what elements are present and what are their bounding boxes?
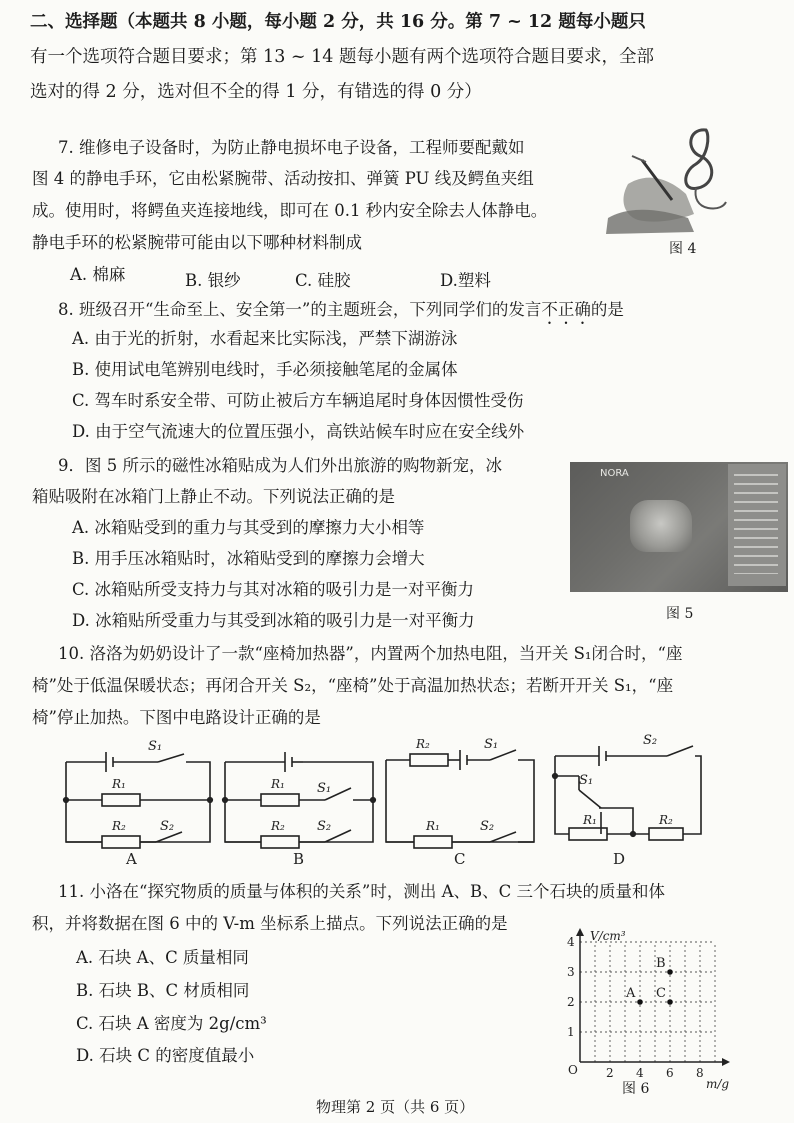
graph-axes <box>576 928 730 1066</box>
y-tick-label: 2 <box>567 995 575 1009</box>
q9-option-c: C. 冰箱贴所受支持力与其对冰箱的吸引力是一对平衡力 <box>72 580 475 599</box>
data-point-label-b: B <box>656 956 666 971</box>
circuit-c-s2-label: S₂ <box>480 819 495 834</box>
circuit-b-s2-label: S₂ <box>317 819 332 834</box>
q8-option-a: A. 由于光的折射，水看起来比实际浅，严禁下湖游泳 <box>72 329 458 348</box>
q8-stem-emphasis: 不正确 <box>541 300 591 319</box>
q9-stem-line-2: 箱贴吸附在冰箱门上静止不动。下列说法正确的是 <box>32 487 395 506</box>
circuit-d-r1-label: R₁ <box>583 813 597 827</box>
circuit-b-s1-label: S₁ <box>317 781 332 796</box>
circuit-d-r2-label: R₂ <box>659 813 673 827</box>
circuit-c-label: C <box>454 850 466 868</box>
page-footer: 物理第 2 页（共 6 页） <box>316 1098 475 1116</box>
circuit-c <box>386 737 534 868</box>
x-tick-label: 8 <box>696 1066 704 1080</box>
q7-stem-line-2: 图 4 的静电手环，它由松紧腕带、活动按扣、弹簧 PU 线及鳄鱼夹组 <box>32 169 534 188</box>
circuit-b-r1-label: R₁ <box>271 777 285 791</box>
data-point-label-a: A <box>626 986 636 1001</box>
q9-stem-line-1: 9．图 5 所示的磁性冰箱贴成为人们外出旅游的购物新宠，冰 <box>58 456 502 475</box>
q9-option-a: A. 冰箱贴受到的重力与其受到的摩擦力大小相等 <box>72 518 425 537</box>
circuit-c-r1-label: R₁ <box>426 819 440 833</box>
q11-stem-line-1: 11. 小洛在“探究物质的质量与体积的关系”时，测出 A、B、C 三个石块的质量和体 <box>58 882 666 901</box>
circuit-b-label: B <box>293 850 305 868</box>
graph-origin-label: O <box>568 1063 578 1077</box>
q8-option-d: D. 由于空气流速大的位置压强小，高铁站候车时应在安全线外 <box>72 422 525 441</box>
data-point-c <box>667 999 673 1005</box>
circuit-c-r2-label: R₂ <box>416 737 430 751</box>
q8-stem-after: 的是 <box>590 300 624 319</box>
q10-stem-line-2: 椅”处于低温保暖状态；再闭合开关 S₂，“座椅”处于高温加热状态；若断开开关 S₁，“座 <box>32 676 674 695</box>
circuit-a <box>64 739 213 868</box>
q8-option-b: B. 使用试电笔辨别电线时，手必须接触笔尾的金属体 <box>72 360 458 379</box>
circuit-a-s2-label: S₂ <box>160 819 175 834</box>
figure-6-caption: 图 6 <box>622 1081 650 1097</box>
data-point-label-c: C <box>656 986 666 1001</box>
q9-option-b: B. 用手压冰箱贴时，冰箱贴受到的摩擦力会增大 <box>72 549 425 568</box>
q8-stem <box>58 300 624 328</box>
q11-option-d: D. 石块 C 的密度值最小 <box>76 1046 255 1065</box>
y-tick-label: 4 <box>567 935 575 949</box>
photo-tag: NORA <box>600 468 629 479</box>
section-title-line-3: 选对的得 2 分，选对但不全的得 1 分，有错选的得 0 分） <box>30 82 482 102</box>
q7-stem-line-4: 静电手环的松紧腕带可能由以下哪种材料制成 <box>32 233 362 252</box>
q7-stem-line-1: 7. 维修电子设备时，为防止静电损坏电子设备，工程师要配戴如 <box>58 138 525 157</box>
graph-y-axis-label: V/cm³ <box>590 929 626 943</box>
circuit-d <box>553 733 701 868</box>
q10-stem-line-1: 10. 洛洛为奶奶设计了一款“座椅加热器”，内置两个加热电阻，当开关 S₁闭合时，“座 <box>58 644 683 663</box>
q7-option-c: C. 硅胶 <box>295 271 351 290</box>
x-tick-label: 2 <box>606 1066 614 1080</box>
section-title-line-2: 有一个选项符合题目要求；第 13 ~ 14 题每小题有两个选项符合题目要求，全部 <box>30 47 654 67</box>
data-point-a <box>637 999 643 1005</box>
y-tick-label: 3 <box>567 965 575 979</box>
graph-grid <box>580 942 715 1062</box>
circuit-b-r2-label: R₂ <box>271 819 285 833</box>
circuit-d-s1-label: S₁ <box>579 773 594 788</box>
q10-stem-line-3: 椅”停止加热。下图中电路设计正确的是 <box>32 708 321 727</box>
figure-4-caption: 图 4 <box>669 241 697 257</box>
q7-option-d: D.塑料 <box>440 271 491 290</box>
circuit-d-s2-label: S₂ <box>643 733 658 748</box>
graph-x-axis-label: m/g <box>706 1077 730 1091</box>
circuit-a-label: A <box>126 850 137 868</box>
q11-option-c: C. 石块 A 密度为 2g/cm³ <box>76 1014 267 1033</box>
fridge-magnet-photo <box>570 462 788 592</box>
circuit-a-r2-label: R₂ <box>112 819 126 833</box>
vm-graph <box>562 924 738 1096</box>
circuit-c-s1-label: S₁ <box>484 737 499 752</box>
q8-option-c: C. 驾车时系安全带、可防止被后方车辆追尾时身体因惯性受伤 <box>72 391 524 410</box>
q11-stem-line-2: 积，并将数据在图 6 中的 V-m 坐标系上描点。下列说法正确的是 <box>32 914 508 933</box>
circuit-d-label: D <box>613 850 626 868</box>
wrist-strap-figure <box>598 122 728 237</box>
q11-option-a: A. 石块 A、C 质量相同 <box>76 948 249 967</box>
q9-option-d: D. 冰箱贴所受重力与其受到冰箱的吸引力是一对平衡力 <box>72 611 475 630</box>
circuit-a-r1-label: R₁ <box>112 777 126 791</box>
data-point-b <box>667 969 673 975</box>
q8-stem-before: 8. 班级召开“生命至上、安全第一”的主题班会，下列同学们的发言 <box>58 300 542 319</box>
q7-stem-line-3: 成。使用时，将鳄鱼夹连接地线，即可在 0.1 秒内安全除去人体静电。 <box>32 201 548 220</box>
y-tick-label: 1 <box>567 1025 575 1039</box>
circuit-b <box>223 752 376 868</box>
q11-option-b: B. 石块 B、C 材质相同 <box>76 981 250 1000</box>
figure-5-caption: 图 5 <box>666 606 694 622</box>
q7-option-b: B. 银纱 <box>185 271 241 290</box>
section-title-line-1: 二、选择题（本题共 8 小题，每小题 2 分，共 16 分。第 7 ~ 12 题每小题只 <box>30 12 646 32</box>
circuit-diagrams <box>60 732 760 872</box>
q7-option-a: A. 棉麻 <box>70 265 126 284</box>
circuit-a-s1-label: S₁ <box>148 739 163 754</box>
x-tick-label: 6 <box>666 1066 674 1080</box>
x-tick-label: 4 <box>636 1066 644 1080</box>
fridge-magnet <box>630 500 692 552</box>
